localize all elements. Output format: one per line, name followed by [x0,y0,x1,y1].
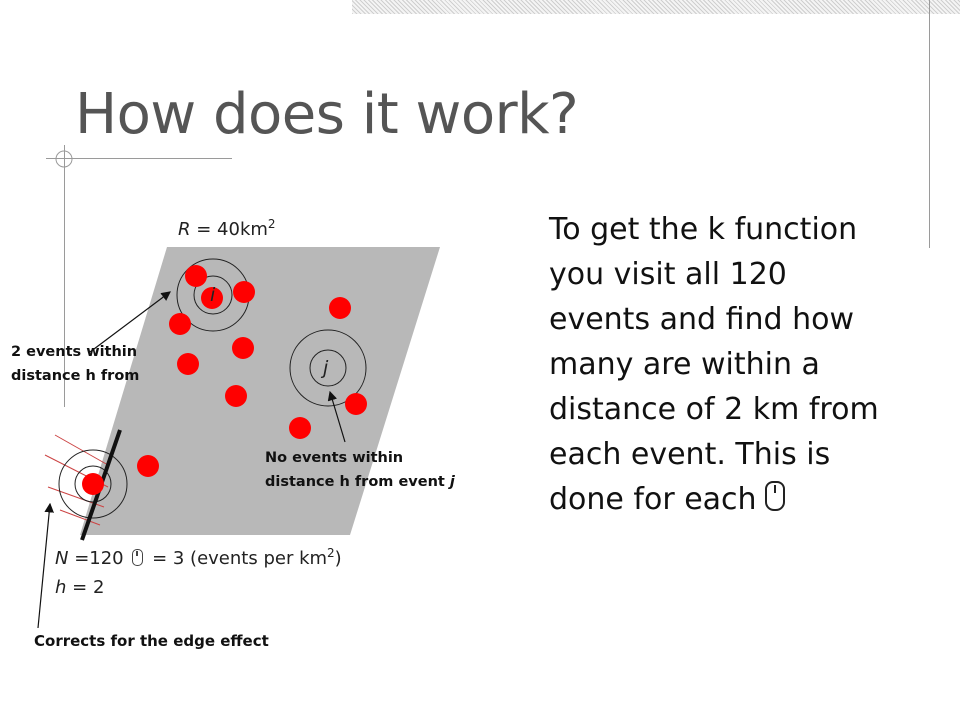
event-point [177,353,199,375]
event-point-edge [82,473,104,495]
edge-effect-label: Corrects for the edge effect [34,632,269,650]
annotation-event-i: 2 events within distance h from [11,344,140,384]
event-point [185,265,207,287]
event-point [137,455,159,477]
h-value: = 2 [66,577,105,598]
arrow-edge-effect [38,504,50,628]
n-value: =120 [68,548,130,569]
lambda-close: ) [334,548,342,569]
lambda-value: = 3 (events per km [146,548,328,569]
event-point [345,393,367,415]
event-point [225,385,247,407]
body-text: To get the k function you visit all 120 events and find how many are within a distance of 2 km from each event. This is done for each [549,212,879,517]
page-title: How does it work? [75,82,579,147]
event-j-label: j [323,357,329,379]
annotation-event-j: No events within distance h from event j [265,450,455,490]
parameter-h [55,577,104,598]
event-point [329,297,351,319]
event-i-label: i [210,284,216,306]
area-label: $R = 40km^2$ [178,217,276,240]
study-region [80,247,440,535]
event-point [169,313,191,335]
parameter-n-lambda [55,546,342,569]
event-point [289,417,311,439]
lambda-icon [132,549,143,566]
cursor-glyph-icon [765,481,785,511]
n-variable: N [55,548,69,569]
body-text-block [549,207,889,522]
edge-hatch-line [55,435,108,465]
h-variable: h [55,577,67,598]
event-point [232,337,254,359]
event-point [233,281,255,303]
lambda-sup: 2 [327,546,335,560]
